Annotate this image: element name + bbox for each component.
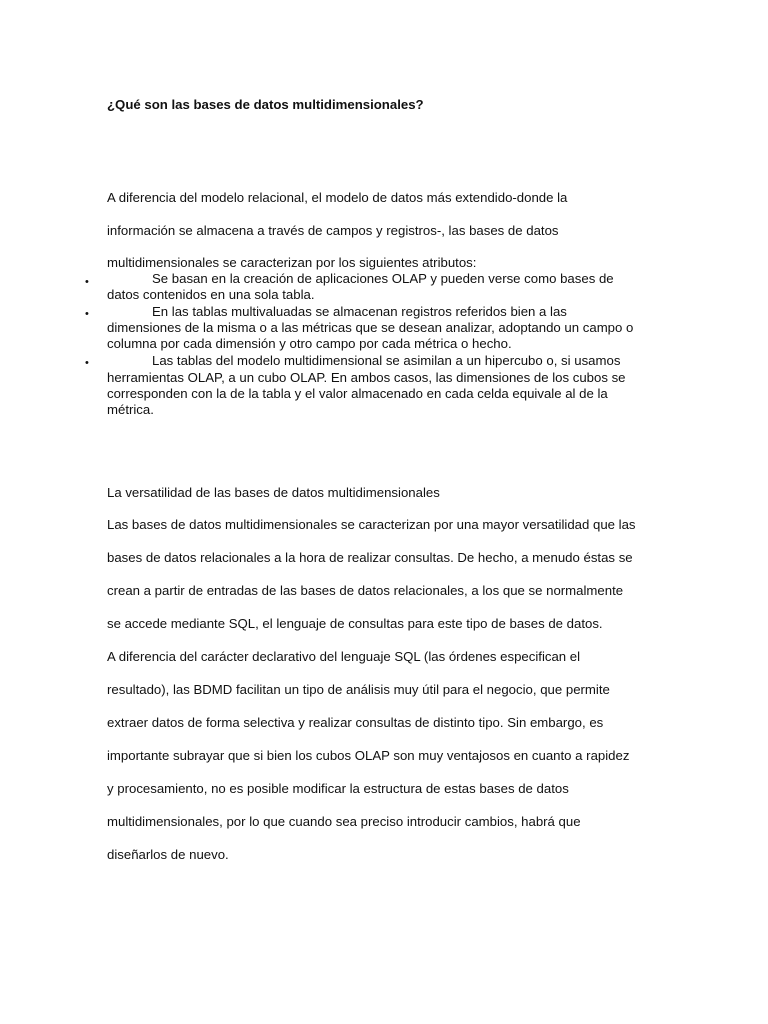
document-title: ¿Qué son las bases de datos multidimensionales? (107, 97, 424, 112)
intro-line-3: multidimensionales se caracterizan por los siguientes atributos: (107, 255, 477, 270)
paragraph-line: A diferencia del carácter declarativo del lenguaje SQL (las órdenes especifican el (107, 649, 581, 664)
paragraph-line: resultado), las BDMD facilitan un tipo de análisis muy útil para el negocio, que permite (107, 682, 610, 697)
bullet-3-line-2: herramientas OLAP, a un cubo OLAP. En ambos casos, las dimensiones de los cubos se (107, 370, 626, 385)
paragraph-line: diseñarlos de nuevo. (107, 847, 229, 862)
paragraph-line: multidimensionales, por lo que cuando sea preciso introducir cambios, habrá que (107, 814, 581, 829)
bullet-1-line-1: Se basan en la creación de aplicaciones OLAP y pueden verse como bases de (152, 271, 614, 286)
paragraph-line: bases de datos relacionales a la hora de realizar consultas. De hecho, a menudo éstas se (107, 550, 633, 565)
paragraph-line: importante subrayar que si bien los cubos OLAP son muy ventajosos en cuanto a rapidez (107, 748, 630, 763)
paragraph-line: extraer datos de forma selectiva y realizar consultas de distinto tipo. Sin embargo, es (107, 715, 604, 730)
bullet-marker: • (85, 276, 89, 288)
paragraph-line: y procesamiento, no es posible modificar la estructura de estas bases de datos (107, 781, 569, 796)
bullet-3-line-1: Las tablas del modelo multidimensional se asimilan a un hipercubo o, si usamos (152, 353, 621, 368)
intro-line-1: A diferencia del modelo relacional, el modelo de datos más extendido-donde la (107, 190, 568, 205)
intro-line-2: información se almacena a través de campos y registros-, las bases de datos (107, 223, 559, 238)
paragraph-line: crean a partir de entradas de las bases de datos relacionales, a los que se normalmente (107, 583, 624, 598)
bullet-marker: • (85, 357, 89, 369)
bullet-3-line-3: corresponden con la de la tabla y el valor almacenado en cada celda equivale al de la (107, 386, 608, 401)
bullet-marker: • (85, 308, 89, 320)
section-heading: La versatilidad de las bases de datos multidimensionales (107, 485, 440, 500)
bullet-2-line-1: En las tablas multivaluadas se almacenan registros referidos bien a las (152, 304, 567, 319)
bullet-2-line-2: dimensiones de la misma o a las métricas que se desean analizar, adoptando un campo o (107, 320, 634, 335)
bullet-3-line-4: métrica. (107, 402, 154, 417)
paragraph-line: se accede mediante SQL, el lenguaje de consultas para este tipo de bases de datos. (107, 616, 603, 631)
paragraph-line: Las bases de datos multidimensionales se caracterizan por una mayor versatilidad que las (107, 517, 636, 532)
bullet-1-line-2: datos contenidos en una sola tabla. (107, 287, 315, 302)
bullet-2-line-3: columna por cada dimensión y otro campo por cada métrica o hecho. (107, 336, 512, 351)
